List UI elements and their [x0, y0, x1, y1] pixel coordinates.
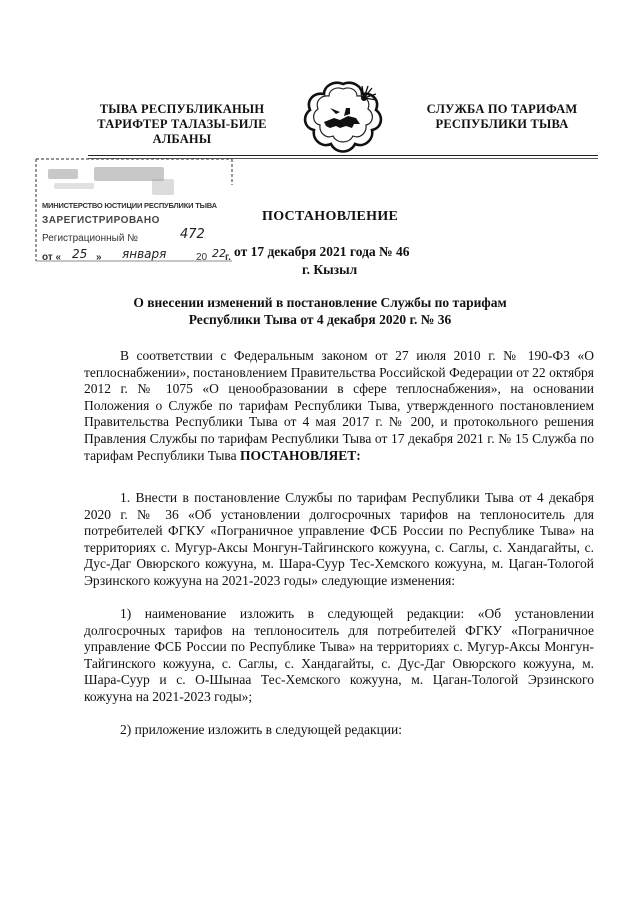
- header-left-line: ТЫВА РЕСПУБЛИКАНЫН: [99, 102, 265, 116]
- preamble-text: В соответствии с Федеральным законом от 27 июля 2010 г. № 190-ФЗ «О теплоснабжении», постановлением Правительства Российской Федерации от 22 октября 2012 г. № 1075 «О ценообразовании в сфере теплоснабжения», на основании Положения о Службе по тарифам Республики Тыва, утвержденного постановлением Правительства Республики Тыва от 4 мая 2017 г. № 200, и протокольного решения Правления Службы по тарифам Республики Тыва от 17 декабря 2021 г. № 15 Служба по тарифам Республики Тыва: [84, 348, 594, 463]
- registration-stamp: [34, 157, 234, 263]
- header-divider: [88, 155, 598, 156]
- stamp-year-suffix: 22: [212, 247, 226, 260]
- subject-line: Республики Тыва от 4 декабря 2020 г. № 36: [188, 312, 452, 327]
- preamble-paragraph: [84, 348, 594, 464]
- header-left-line: ТАРИФТЕР ТАЛАЗЫ-БИЛЕ: [97, 117, 267, 131]
- header-right-line: РЕСПУБЛИКИ ТЫВА: [435, 117, 569, 131]
- subitem-2-paragraph: [84, 722, 594, 739]
- stamp-date-mid: »: [96, 252, 102, 263]
- header-right-line: СЛУЖБА ПО ТАРИФАМ: [426, 102, 578, 116]
- header-right-org: [414, 102, 590, 132]
- document-title: ПОСТАНОВЛЕНИЕ: [262, 209, 399, 224]
- stamp-number: 472: [180, 227, 205, 242]
- stamp-month: января: [122, 247, 167, 261]
- stamp-day: 25: [72, 247, 88, 261]
- stamp-organization: МИНИСТЕРСТВО ЮСТИЦИИ РЕСПУБЛИКИ ТЫВА: [42, 201, 217, 210]
- subject-line: О внесении изменений в постановление Службы по тарифам: [133, 295, 507, 310]
- item-1-paragraph: [84, 490, 594, 590]
- document-date: от 17 декабря 2021 года № 46: [234, 244, 410, 259]
- header-left-line: АЛБАНЫ: [152, 132, 212, 146]
- stamp-registered: ЗАРЕГИСТРИРОВАНО: [42, 215, 160, 226]
- stamp-number-label: Регистрационный №: [42, 233, 138, 244]
- document-city: г. Кызыл: [302, 262, 358, 277]
- stamp-date-prefix: от «: [42, 252, 62, 263]
- item-1-text: 1. Внести в постановление Службы по тарифам Республики Тыва от 4 декабря 2020 г. № 36 «Об установлении долгосрочных тарифов на теплоноситель для потребителей ФГКУ «Пограничное управление ФСБ России по Республике Тыва» на территориях с. Мугур-Аксы Монгун-Тайгинского кожууна, с. Саглы, с. Хандагайты, с. Дус-Даг Овюрского кожууна, м. Шара-Суур Тес-Хемского кожууна, м. Цаган-Тологой Эрзинского кожууна на 2021-2023 годы» следующие изменения:: [84, 490, 594, 588]
- subitem-1-paragraph: [84, 606, 594, 706]
- document-subject: [110, 294, 530, 328]
- subitem-1-text: 1) наименование изложить в следующей редакции: «Об установлении долгосрочных тарифов на теплоноситель для потребителей ФГКУ «Пограничное управление ФСБ России по Республике Тыва» на территориях с. Мугур-Аксы Монгун-Тайгинского кожууна, с. Саглы, с. Хандагайты, с. Дус-Даг Овюрского кожууна, м. Шара-Суур и с. О-Шынаа Тес-Хемского кожууна, м. Цаган-Тологой Эрзинского кожууна на 2021-2023 годы»;: [84, 606, 594, 704]
- tuva-emblem-icon: [300, 78, 386, 158]
- stamp-year-prefix: 20: [196, 252, 208, 263]
- resolves-word: ПОСТАНОВЛЯЕТ:: [240, 447, 361, 463]
- subitem-2-text: 2) приложение изложить в следующей редакции:: [120, 722, 403, 737]
- header-left-org: [82, 102, 282, 147]
- stamp-year-end: г.: [225, 252, 231, 263]
